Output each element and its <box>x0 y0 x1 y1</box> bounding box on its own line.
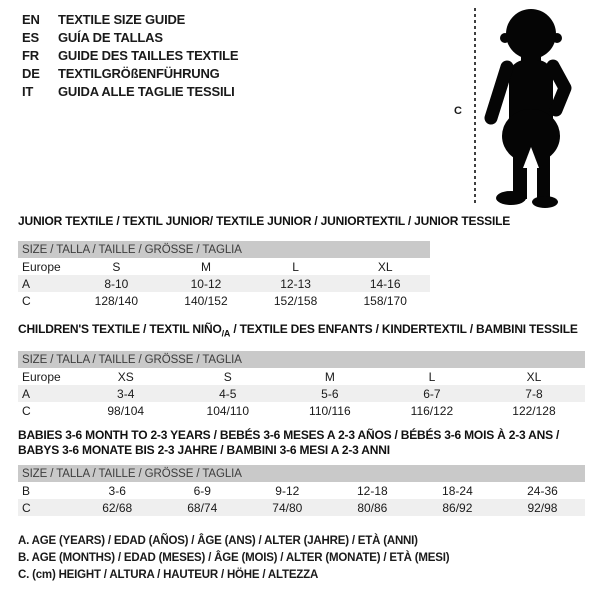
size-value: XS <box>117 369 134 384</box>
size-value: S <box>223 369 232 384</box>
babies-size-table <box>18 465 585 516</box>
size-value: 24-36 <box>527 483 558 498</box>
size-value: 74/80 <box>245 499 330 516</box>
table-row <box>18 275 430 292</box>
size-value: 3-4 <box>75 385 177 402</box>
row-label: A <box>18 275 72 292</box>
footnote-b: B. AGE (MONTHS) / EDAD (MESES) / ÂGE (MOIS) / ALTER (MONATE) / ETÀ (MESI) <box>18 552 450 564</box>
footnote-c: C. (cm) HEIGHT / ALTURA / HAUTEUR / HÖHE / ALTEZZA <box>18 569 319 581</box>
row-label: A <box>18 385 75 402</box>
children-table-title <box>18 322 593 341</box>
babies-title-line2: BABYS 3-6 MONATE BIS 2-3 JAHRE / BAMBINI 3-6 MESI A 2-3 ANNI <box>18 443 390 457</box>
size-value: S <box>112 259 121 274</box>
lang-row-es <box>22 29 238 47</box>
lang-code: EN <box>22 12 40 27</box>
size-value: 3-6 <box>108 483 126 498</box>
size-value: 12-18 <box>357 483 388 498</box>
children-title-part2: / TEXTILE DES ENFANTS / KINDERTEXTIL / BAMBINI TESSILE <box>230 322 578 336</box>
height-marker-label: C <box>454 105 462 117</box>
table-row <box>18 385 585 402</box>
language-title-list <box>22 11 238 101</box>
lang-title: GUÍA DE TALLAS <box>58 30 163 45</box>
lang-row-it <box>22 83 238 101</box>
row-label: Europe <box>22 259 61 274</box>
size-value: 12-13 <box>251 275 341 292</box>
size-value: 5-6 <box>279 385 381 402</box>
table-row <box>18 368 585 385</box>
size-value: 6-7 <box>381 385 483 402</box>
size-value: 128/140 <box>94 293 139 308</box>
table-row <box>18 258 430 275</box>
row-label: Europe <box>22 369 61 384</box>
height-dashed-line <box>474 8 476 206</box>
lang-code: IT <box>22 84 34 99</box>
lang-row-fr <box>22 47 238 65</box>
size-header-label: SIZE / TALLA / TAILLE / GRÖSSE / TAGLIA <box>18 465 585 482</box>
size-value: 86/92 <box>415 499 500 516</box>
size-value: L <box>292 259 299 274</box>
size-value: 104/110 <box>206 403 250 418</box>
lang-title: TEXTILGRÖßENFÜHRUNG <box>58 66 220 81</box>
size-value: 4-5 <box>177 385 279 402</box>
children-size-table <box>18 351 585 419</box>
size-value: 98/104 <box>107 403 145 418</box>
size-value: 122/128 <box>512 403 556 418</box>
table-row <box>18 402 585 419</box>
row-label: C <box>22 403 31 418</box>
children-title-part1: CHILDREN'S TEXTILE / TEXTIL NIÑO <box>18 322 222 336</box>
lang-code: ES <box>22 30 39 45</box>
size-header-bar <box>18 465 585 482</box>
size-value: 14-16 <box>340 275 430 292</box>
size-value: XL <box>377 259 393 274</box>
size-value: 110/116 <box>309 403 351 418</box>
size-value: 116/122 <box>410 403 454 418</box>
row-label: C <box>22 293 31 308</box>
size-value: 62/68 <box>75 499 160 516</box>
lang-title: GUIDA ALLE TAGLIE TESSILI <box>58 84 235 99</box>
lang-title: TEXTILE SIZE GUIDE <box>58 12 186 27</box>
row-label: C <box>18 499 75 516</box>
size-value: 6-9 <box>193 483 211 498</box>
babies-title-line1: BABIES 3-6 MONTH TO 2-3 YEARS / BEBÉS 3-6 MESES A 2-3 AÑOS / BÉBÉS 3-6 MOIS À 2-3 ANS / <box>18 428 560 442</box>
size-value: 140/152 <box>184 293 228 308</box>
junior-table-title: JUNIOR TEXTILE / TEXTIL JUNIOR/ TEXTILE JUNIOR / JUNIORTEXTIL / JUNIOR TESSILE <box>18 214 511 228</box>
babies-table-title <box>18 428 593 458</box>
size-value: M <box>200 259 211 274</box>
size-header-label: SIZE / TALLA / TAILLE / GRÖSSE / TAGLIA <box>18 351 585 368</box>
size-value: 152/158 <box>273 293 318 308</box>
row-label: B <box>22 483 31 498</box>
table-row <box>18 482 585 499</box>
toddler-silhouette-icon <box>482 6 578 208</box>
junior-size-table <box>18 241 430 309</box>
size-value: L <box>428 369 436 384</box>
size-value: 92/98 <box>500 499 585 516</box>
size-value: 18-24 <box>442 483 473 498</box>
footnotes <box>18 533 449 584</box>
lang-code: DE <box>22 66 40 81</box>
size-header-bar <box>18 241 430 258</box>
size-header-bar <box>18 351 585 368</box>
size-value: XL <box>526 369 542 384</box>
lang-row-de <box>22 65 238 83</box>
size-value: 9-12 <box>275 483 300 498</box>
lang-code: FR <box>22 48 39 63</box>
size-value: 7-8 <box>483 385 585 402</box>
lang-row-en <box>22 11 238 29</box>
size-value: 68/74 <box>160 499 245 516</box>
size-value: 8-10 <box>72 275 162 292</box>
size-header-label: SIZE / TALLA / TAILLE / GRÖSSE / TAGLIA <box>18 241 430 258</box>
size-value: 80/86 <box>330 499 415 516</box>
table-row <box>18 499 585 516</box>
children-title-sub: /A <box>221 328 231 339</box>
size-value: 158/170 <box>363 293 407 308</box>
table-row <box>18 292 430 309</box>
footnote-a: A. AGE (YEARS) / EDAD (AÑOS) / ÂGE (ANS) / ALTER (JAHRE) / ETÀ (ANNI) <box>18 535 418 547</box>
size-value: M <box>324 369 335 384</box>
lang-title: GUIDE DES TAILLES TEXTILE <box>58 48 239 63</box>
size-value: 10-12 <box>161 275 251 292</box>
